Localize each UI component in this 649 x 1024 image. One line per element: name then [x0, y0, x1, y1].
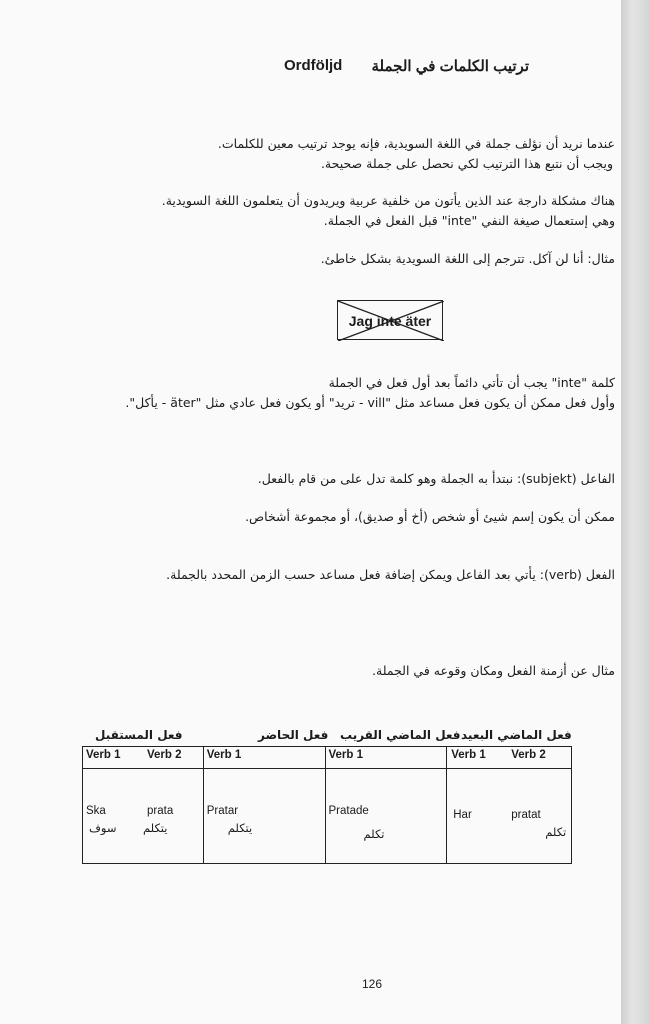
- paragraph-1-line-1: عندما نريد أن نؤلف جملة في اللغة السويدية، فإنه يوجد ترتيب معين للكلمات.: [217, 136, 615, 151]
- paragraph-2-line-2: وهي إستعمال صيغة النفي "inte" قبل الفعل في الجملة.: [323, 213, 615, 228]
- far-past-verb2: pratat: [511, 809, 541, 821]
- subject-definition: الفاعل (subjekt): نبتدأ به الجملة وهو كلمة تدل على من قام بالفعل.: [257, 471, 615, 486]
- near-past-verb1: Pratade: [328, 805, 369, 817]
- future-verb2-arabic: يتكلم: [143, 821, 168, 835]
- future-cell: [83, 769, 204, 864]
- rule-line-1: كلمة "inte" يجب أن تأتي دائماً بعد أول فعل في الجملة: [328, 375, 615, 390]
- near-past-cell: [325, 769, 447, 864]
- paragraph-2-line-1: هناك مشكلة دارجة عند الذين يأتون من خلفية عربية ويريدون أن يتعلمون اللغة السويدية.: [161, 193, 615, 208]
- far-past-verb-header: Verb 1 Verb 2: [447, 747, 572, 769]
- page-number: 126: [362, 977, 383, 991]
- verb-tense-table: [82, 746, 572, 864]
- future-verb2: prata: [147, 805, 174, 817]
- title-arabic: ترتيب الكلمات في الجملة: [371, 58, 529, 75]
- wrong-example-box: [337, 300, 443, 340]
- far-past-cell: [447, 769, 572, 864]
- present-cell: [203, 769, 325, 864]
- far-past-verb2-arabic: تكلم: [545, 825, 567, 839]
- paragraph-1-line-2: ويجب أن نتبع هذا الترتيب لكي نحصل على جملة صحيحة.: [320, 156, 613, 171]
- example-intro: مثال عن أزمنة الفعل ومكان وقوعه في الجملة.: [372, 663, 615, 678]
- example-wrong-translation: مثال: أنا لن آكل. تترجم إلى اللغة السويدية بشكل خاطئ.: [320, 251, 615, 266]
- subject-note: ممكن أن يكون إسم شيئ أو شخص (أخ أو صديق)، أو مجموعة أشخاص.: [245, 509, 615, 524]
- present-verb-header: Verb 1: [203, 747, 325, 769]
- far-past-verb1: Har: [453, 809, 472, 821]
- near-past-verb1-arabic: تكلم: [363, 827, 385, 841]
- page-edge-shadow: [621, 0, 649, 1024]
- header-far-past: فعل الماضي البعيد: [461, 728, 572, 742]
- verb-definition: الفعل (verb): يأتي بعد الفاعل ويمكن إضافة فعل مساعد حسب الزمن المحدد بالجملة.: [166, 567, 615, 582]
- header-near-past: فعل الماضي القريب: [340, 728, 461, 742]
- title-swedish: Ordföljd: [284, 57, 343, 74]
- header-future: فعل المستقبل: [95, 728, 183, 742]
- present-verb1: Pratar: [206, 805, 239, 817]
- future-verb1: Ska: [86, 805, 106, 817]
- rule-line-2: وأول فعل ممكن أن يكون فعل مساعد مثل "vill - تريد" أو يكون فعل عادي مثل "äter - يأكل".: [125, 395, 615, 410]
- future-verb-header: Verb 1 Verb 2: [83, 747, 204, 769]
- present-verb1-arabic: يتكلم: [227, 821, 253, 835]
- header-present: فعل الحاضر: [258, 728, 329, 742]
- future-verb1-arabic: سوف: [89, 821, 117, 835]
- near-past-verb-header: Verb 1: [325, 747, 447, 769]
- wrong-example-text: Jag inte äter: [348, 313, 432, 329]
